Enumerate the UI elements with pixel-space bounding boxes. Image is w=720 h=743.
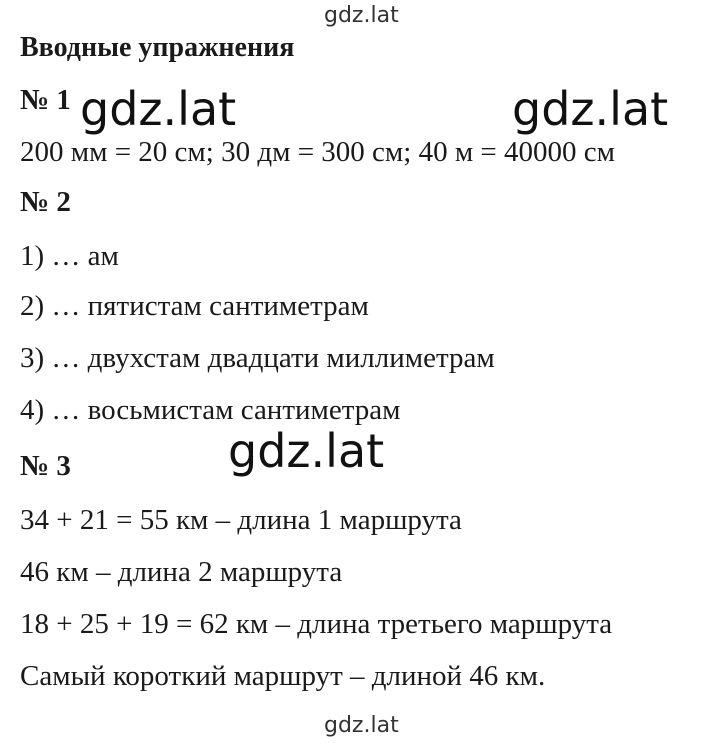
section-1-heading: № 1 <box>20 84 71 116</box>
section-2-heading: № 2 <box>20 186 71 218</box>
section-2-line-4: 4) … восьмистам сантиметрам <box>20 394 401 426</box>
section-3-heading: № 3 <box>20 450 71 482</box>
watermark-left: gdz.lat <box>80 82 237 136</box>
watermark-top: gdz.lat <box>324 3 399 28</box>
section-2-line-2: 2) … пятистам сантиметрам <box>20 290 369 322</box>
watermark-right: gdz.lat <box>512 82 669 136</box>
watermark-bottom: gdz.lat <box>324 713 399 738</box>
section-1-line-1: 200 мм = 20 см; 30 дм = 300 см; 40 м = 40000 см <box>20 136 616 168</box>
section-3-line-2: 46 км – длина 2 маршрута <box>20 556 343 588</box>
section-3-line-4: Самый короткий маршрут – длиной 46 км. <box>20 660 546 692</box>
section-2-line-1: 1) … ам <box>20 240 119 272</box>
section-2-line-3: 3) … двухстам двадцати миллиметрам <box>20 342 495 374</box>
watermark-middle: gdz.lat <box>228 424 385 478</box>
section-3-line-1: 34 + 21 = 55 км – длина 1 маршрута <box>20 504 462 536</box>
section-3-line-3: 18 + 25 + 19 = 62 км – длина третьего маршрута <box>20 608 613 640</box>
page-title: Вводные упражнения <box>20 32 295 63</box>
